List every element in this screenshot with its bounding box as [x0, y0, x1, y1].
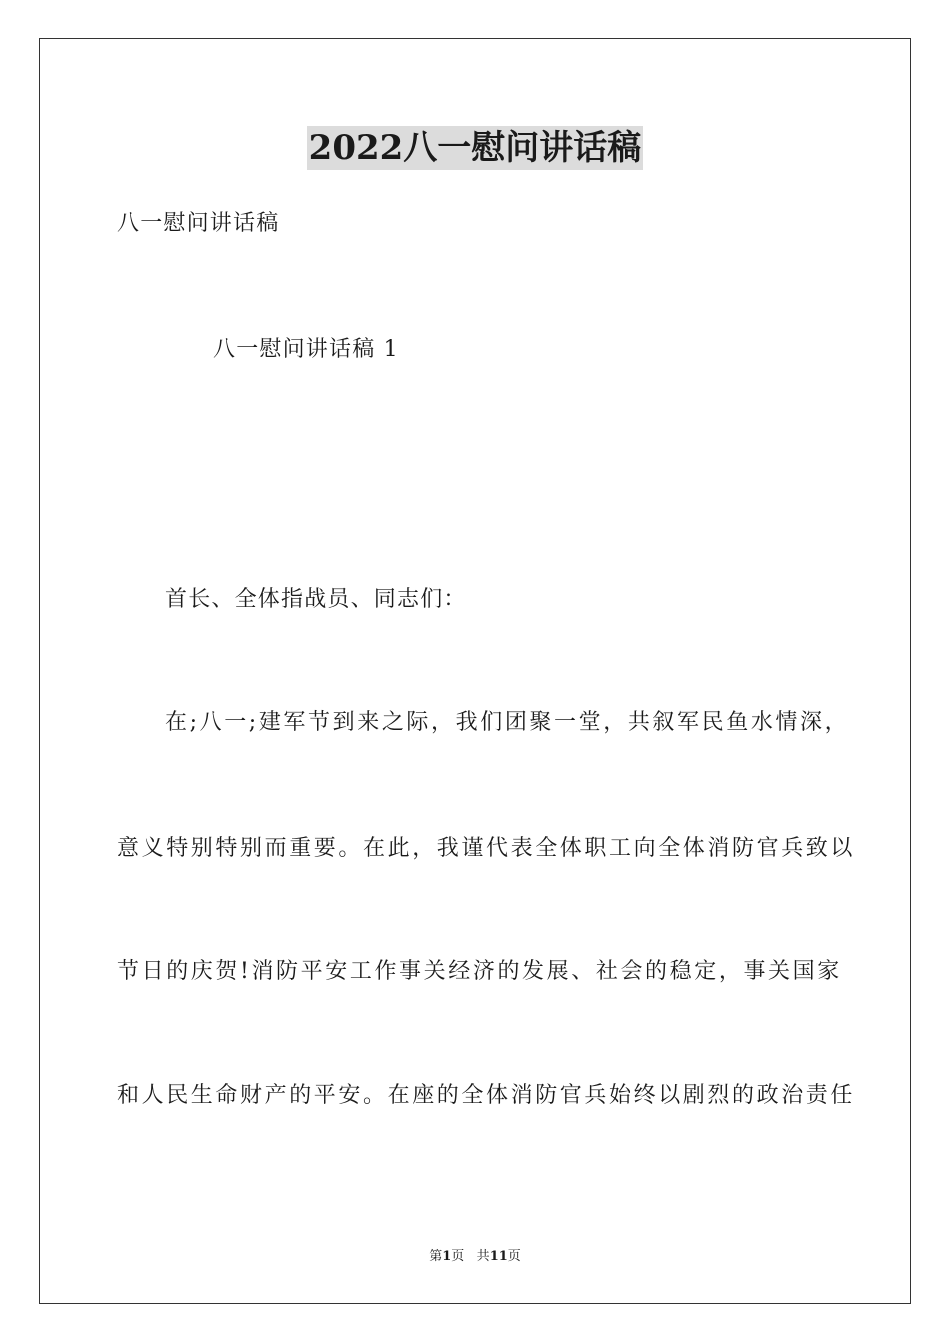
- page-suffix: 页: [451, 1249, 465, 1264]
- total-pages: 11: [489, 1249, 508, 1264]
- total-prefix: 共: [476, 1249, 490, 1264]
- document-subtitle: 八一慰问讲话稿: [117, 211, 280, 236]
- total-suffix: 页: [507, 1249, 521, 1264]
- paragraph-line: 在;八一;建军节到来之际，我们团聚一堂，共叙军民鱼水情深，: [165, 710, 850, 735]
- paragraph-line: 和人民生命财产的平安。在座的全体消防官兵始终以剧烈的政治责任: [117, 1083, 856, 1108]
- page-number: 1: [442, 1249, 452, 1264]
- page-footer: [0, 1248, 950, 1266]
- greeting-line: 首长、全体指战员、同志们：: [165, 587, 467, 612]
- document-title-text: 2022八一慰问讲话稿: [308, 128, 642, 168]
- document-title: [0, 126, 950, 176]
- paragraph-line: 意义特别特别而重要。在此，我谨代表全体职工向全体消防官兵致以: [117, 836, 856, 861]
- page-prefix: 第: [429, 1249, 443, 1264]
- paragraph-line: 节日的庆贺!消防平安工作事关经济的发展、社会的稳定，事关国家: [117, 959, 842, 984]
- section-heading: 八一慰问讲话稿 1: [213, 337, 399, 362]
